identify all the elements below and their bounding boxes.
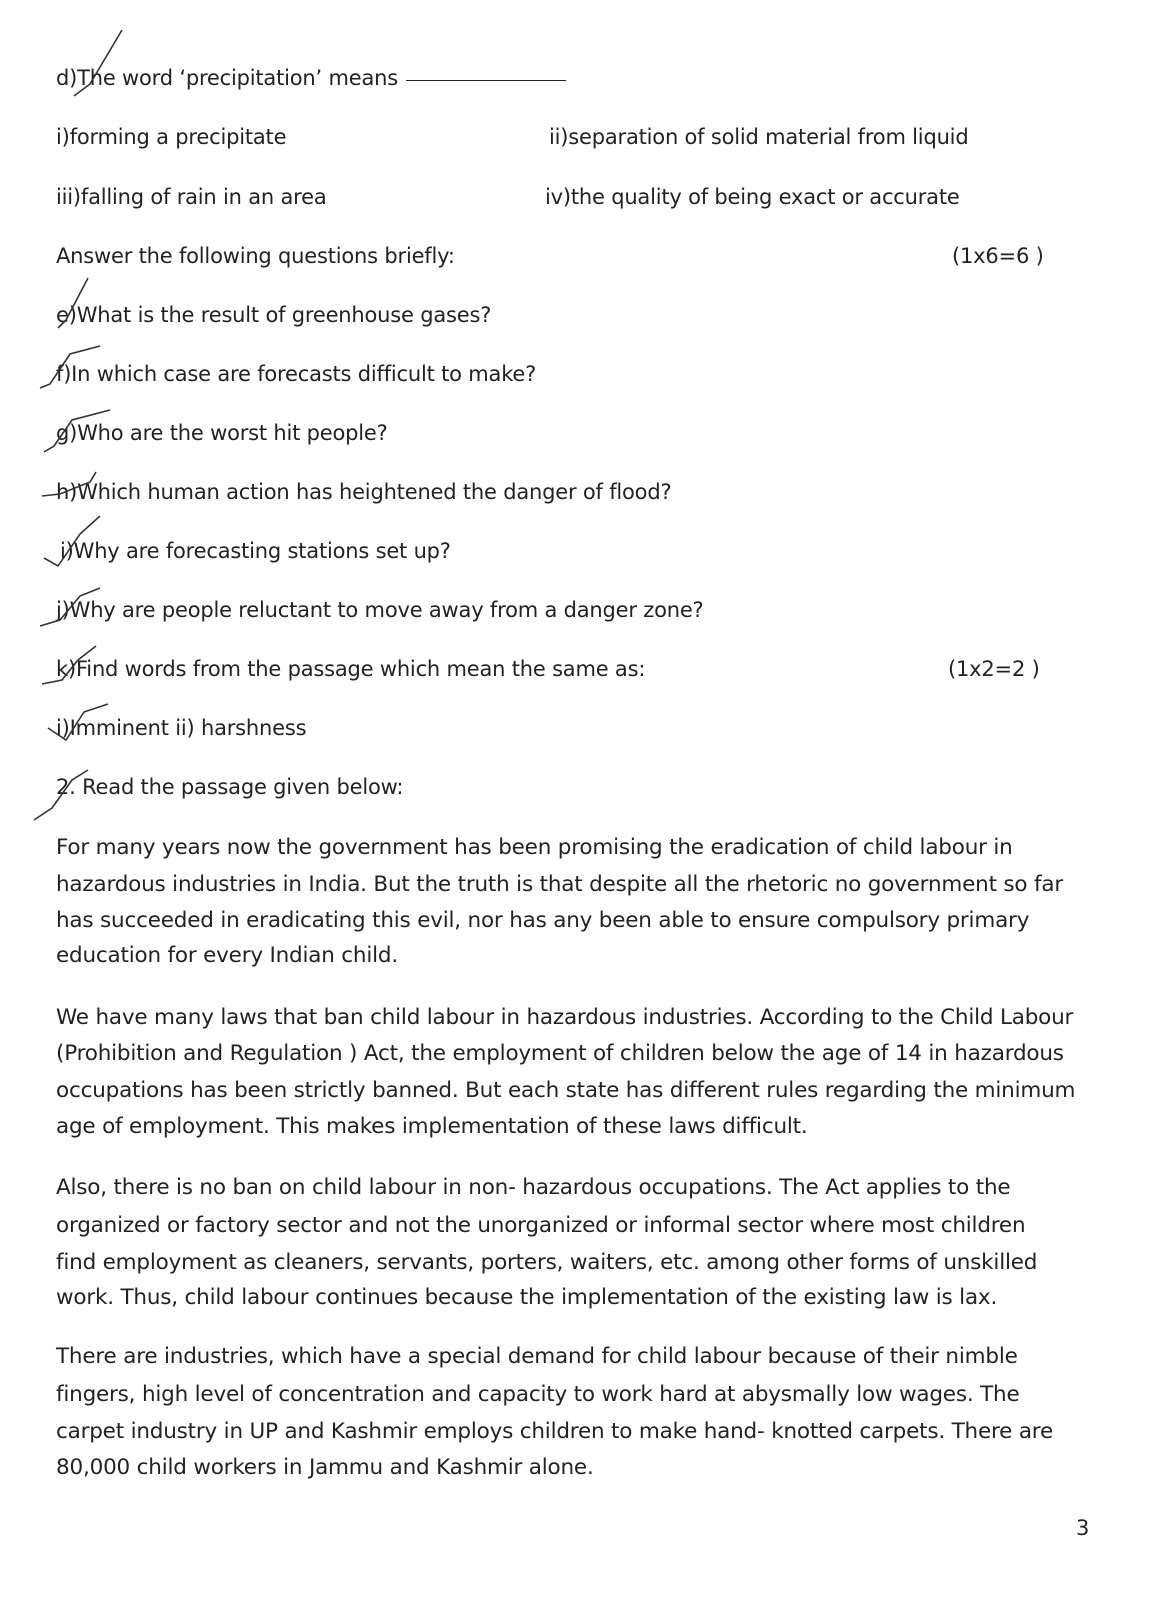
section-heading: Answer the following questions briefly: — [56, 244, 455, 268]
question-k-words: i)Imminent ii) harshness — [56, 716, 307, 740]
stem-text: d)The word ‘precipitation’ means — [56, 66, 398, 90]
passage-line: education for every Indian child. — [56, 943, 398, 968]
question-i: i)Why are forecasting stations set up? — [60, 539, 451, 563]
question-f: f)In which case are forecasts difficult to make? — [56, 362, 537, 386]
section-2-heading: 2. Read the passage given below: — [56, 775, 404, 799]
option-2: ii)separation of solid material from liquid — [549, 125, 969, 149]
option-1: i)forming a precipitate — [56, 125, 287, 149]
passage-line: carpet industry in UP and Kashmir employs children to make hand- knotted carpets. There are — [56, 1419, 1053, 1444]
question-e: e)What is the result of greenhouse gases? — [56, 303, 492, 327]
question-k-marks: (1x2=2 ) — [948, 657, 1040, 681]
option-3: iii)falling of rain in an area — [56, 185, 327, 209]
passage-line: occupations has been strictly banned. But each state has different rules regarding the minimum — [56, 1078, 1076, 1103]
passage-line: work. Thus, child labour continues because the implementation of the existing law is lax. — [56, 1285, 998, 1310]
passage-line: There are industries, which have a special demand for child labour because of their nimble — [56, 1344, 1018, 1369]
question-h: h)Which human action has heightened the danger of flood? — [56, 480, 672, 504]
answer-blank — [406, 80, 566, 81]
option-4: iv)the quality of being exact or accurate — [545, 185, 960, 209]
passage-line: For many years now the government has been promising the eradication of child labour in — [56, 835, 1013, 860]
passage-line: fingers, high level of concentration and capacity to work hard at abysmally low wages. The — [56, 1382, 1020, 1407]
passage-line: 80,000 child workers in Jammu and Kashmir alone. — [56, 1455, 594, 1480]
question-j: j)Why are people reluctant to move away from a danger zone? — [56, 598, 704, 622]
question-k: k)Find words from the passage which mean the same as: — [56, 657, 646, 681]
passage-line: We have many laws that ban child labour in hazardous industries. According to the Child Labour — [56, 1005, 1074, 1030]
passage-line: organized or factory sector and not the unorganized or informal sector where most children — [56, 1213, 1026, 1238]
passage-line: find employment as cleaners, servants, porters, waiters, etc. among other forms of unskilled — [56, 1250, 1038, 1275]
question-g: g)Who are the worst hit people? — [56, 421, 388, 445]
passage-line: hazardous industries in India. But the truth is that despite all the rhetoric no government so far — [56, 872, 1064, 897]
section-marks: (1x6=6 ) — [952, 244, 1044, 268]
page-number: 3 — [1076, 1516, 1090, 1540]
passage-line: Also, there is no ban on child labour in non- hazardous occupations. The Act applies to the — [56, 1175, 1011, 1200]
passage-line: age of employment. This makes implementation of these laws difficult. — [56, 1114, 808, 1139]
passage-line: has succeeded in eradicating this evil, nor has any been able to ensure compulsory primary — [56, 908, 1030, 933]
passage-line: (Prohibition and Regulation ) Act, the employment of children below the age of 14 in hazardous — [56, 1041, 1064, 1066]
question-d-stem — [56, 66, 566, 90]
